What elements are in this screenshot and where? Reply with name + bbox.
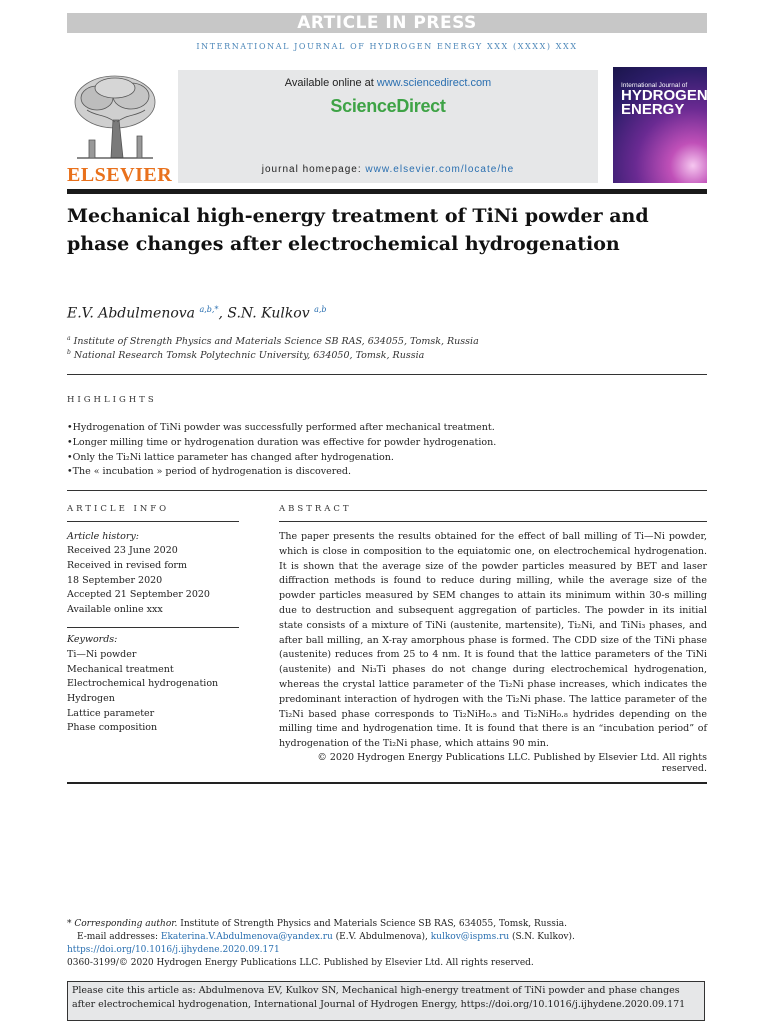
author-separator: , <box>218 305 228 322</box>
history-item: Received 23 June 2020 <box>67 545 178 556</box>
keywords-rule <box>67 627 239 628</box>
keywords-label: Keywords: <box>67 634 118 645</box>
affiliation-mark: a <box>67 335 71 342</box>
highlights-heading: HIGHLIGHTS <box>67 395 157 405</box>
highlight-item: • Only the Ti₂Ni lattice parameter has changed after hydrogenation. <box>67 451 707 466</box>
author-name: S.N. Kulkov <box>227 305 310 322</box>
cover-title-line-2: ENERGY <box>621 101 685 118</box>
keyword-item: Hydrogen <box>67 693 115 704</box>
email-owner-1: (E.V. Abdulmenova), <box>332 932 431 942</box>
email-line <box>67 931 707 944</box>
article-title: Mechanical high-energy treatment of TiNi powder and phase changes after electrochemical hydrogenation <box>67 205 649 255</box>
keyword-item: Mechanical treatment <box>67 664 174 675</box>
section-divider <box>67 374 707 375</box>
elsevier-wordmark: ELSEVIER <box>67 164 173 186</box>
affiliation-mark: b <box>67 349 71 356</box>
history-item: Received in revised form <box>67 560 187 571</box>
affiliation-a <box>67 335 479 347</box>
article-history-label: Article history: <box>67 531 139 542</box>
article-info-rule <box>67 521 239 522</box>
affiliation-b <box>67 349 424 361</box>
article-in-press-banner: ARTICLE IN PRESS <box>67 13 707 33</box>
homepage-prefix: journal homepage: <box>261 164 366 175</box>
sciencedirect-logo: ScienceDirect <box>330 96 446 116</box>
footnotes <box>67 918 707 970</box>
affiliation-text: Institute of Strength Physics and Materials Science SB RAS, 634055, Tomsk, Russia <box>73 336 479 348</box>
affiliation-text: National Research Tomsk Polytechnic University, 634050, Tomsk, Russia <box>73 350 425 362</box>
keyword-item: Lattice parameter <box>67 708 155 719</box>
highlight-item: • The « incubation » period of hydrogenation is discovered. <box>67 465 707 480</box>
article-info-heading: ARTICLE INFO <box>67 504 170 514</box>
author-list <box>67 305 327 322</box>
keyword-item: Electrochemical hydrogenation <box>67 678 219 689</box>
abstract-copyright: © 2020 Hydrogen Energy Publications LLC. Published by Elsevier Ltd. All rights reserved. <box>317 752 707 774</box>
abstract-rule <box>279 521 707 522</box>
keyword-item: Phase composition <box>67 722 158 733</box>
available-online-line <box>178 77 598 89</box>
highlight-item: • Longer milling time or hydrogenation duration was effective for powder hydrogenation. <box>67 436 707 451</box>
cover-title <box>621 87 708 118</box>
corresponding-text: Institute of Strength Physics and Materials Science SB RAS, 634055, Tomsk, Russia. <box>177 919 567 929</box>
journal-homepage-line <box>178 164 598 175</box>
section-divider <box>67 782 707 784</box>
journal-homepage-link[interactable]: www.elsevier.com/locate/he <box>365 164 515 175</box>
section-divider <box>67 490 707 491</box>
abstract-heading: ABSTRACT <box>279 504 352 514</box>
history-item: Available online xxx <box>67 604 163 615</box>
email-link-1[interactable]: Ekaterina.V.Abdulmenova@yandex.ru <box>160 932 333 942</box>
citation-box: Please cite this article as: Abdulmenova EV, Kulkov SN, Mechanical high-energy treatment of TiNi powder and phase changes after electrochemical hydrogenation, International Journal of Hydrogen Energy, https://doi.org/10.1016/j.ijhydene.2020.09.171 <box>67 981 705 1021</box>
cover-subtitle: International Journal of <box>621 82 688 89</box>
author-name: E.V. Abdulmenova <box>67 305 196 322</box>
journal-running-header: INTERNATIONAL JOURNAL OF HYDROGEN ENERGY XXX (XXXX) XXX <box>196 42 578 51</box>
cover-title-line-1: HYDROGEN <box>621 87 708 104</box>
highlights-list <box>67 421 707 480</box>
corresponding-author-note <box>67 918 707 931</box>
email-label: E-mail addresses: <box>77 932 161 942</box>
email-owner-2: (S.N. Kulkov). <box>509 932 575 942</box>
header-divider <box>67 189 707 194</box>
sciencedirect-link[interactable]: www.sciencedirect.com <box>376 77 492 89</box>
doi-link[interactable]: https://doi.org/10.1016/j.ijhydene.2020.09.171 <box>67 945 280 955</box>
corresponding-label: * Corresponding author. <box>67 919 178 929</box>
author-affiliation-marks[interactable]: a,b,* <box>199 305 219 314</box>
history-item: 18 September 2020 <box>67 575 163 586</box>
abstract-body: The paper presents the results obtained for the effect of ball milling of Ti—Ni powder, which is close in composition to the equiatomic one, on electrochemical hydrogenation. It is shown that the average size of the powder particles measured by BET and laser diffraction methods is found to reduce during milling, while the average size of the powder particles measured by SEM changes to attain its minimum within 30-s milling due to destruction and subsequent aggregation of particles. The powder in its initial state consists of a mixture of TiNi (austenite, martensite), Ti₂Ni, and TiNi₃ phases, and after ball milling, an X-ray amorphous phase is formed. The CDD size of the TiNi phase (austenite) reduces from 25 to 4 nm. It is found that the lattice parameters of the TiNi (austenite) and Ni₃Ti phases do not change during electrochemical hydrogenation, whereas the crystal lattice parameter of the Ti₂Ni phase increases, which indicates the predominant interaction of hydrogen with the Ti₂Ni phase. The lattice parameter of the Ti₂Ni based phase corresponds to Ti₂NiH₀.₅ and Ti₂NiH₀.₈ hydrides depending on the milling time and hydrogenation time. It is found that there is an “incubation period” of hydrogenation of the Ti₂Ni phase, which attains 90 min. <box>279 531 707 750</box>
issn-line: 0360-3199/© 2020 Hydrogen Energy Publications LLC. Published by Elsevier Ltd. All rights reserved. <box>67 958 534 968</box>
highlight-item: • Hydrogenation of TiNi powder was successfully performed after mechanical treatment. <box>67 421 707 436</box>
email-link-2[interactable]: kulkov@ispms.ru <box>430 932 510 942</box>
keyword-item: Ti—Ni powder <box>67 649 137 660</box>
author-affiliation-marks[interactable]: a,b <box>314 305 327 314</box>
history-item: Accepted 21 September 2020 <box>67 589 210 600</box>
available-online-prefix: Available online at <box>284 77 377 89</box>
